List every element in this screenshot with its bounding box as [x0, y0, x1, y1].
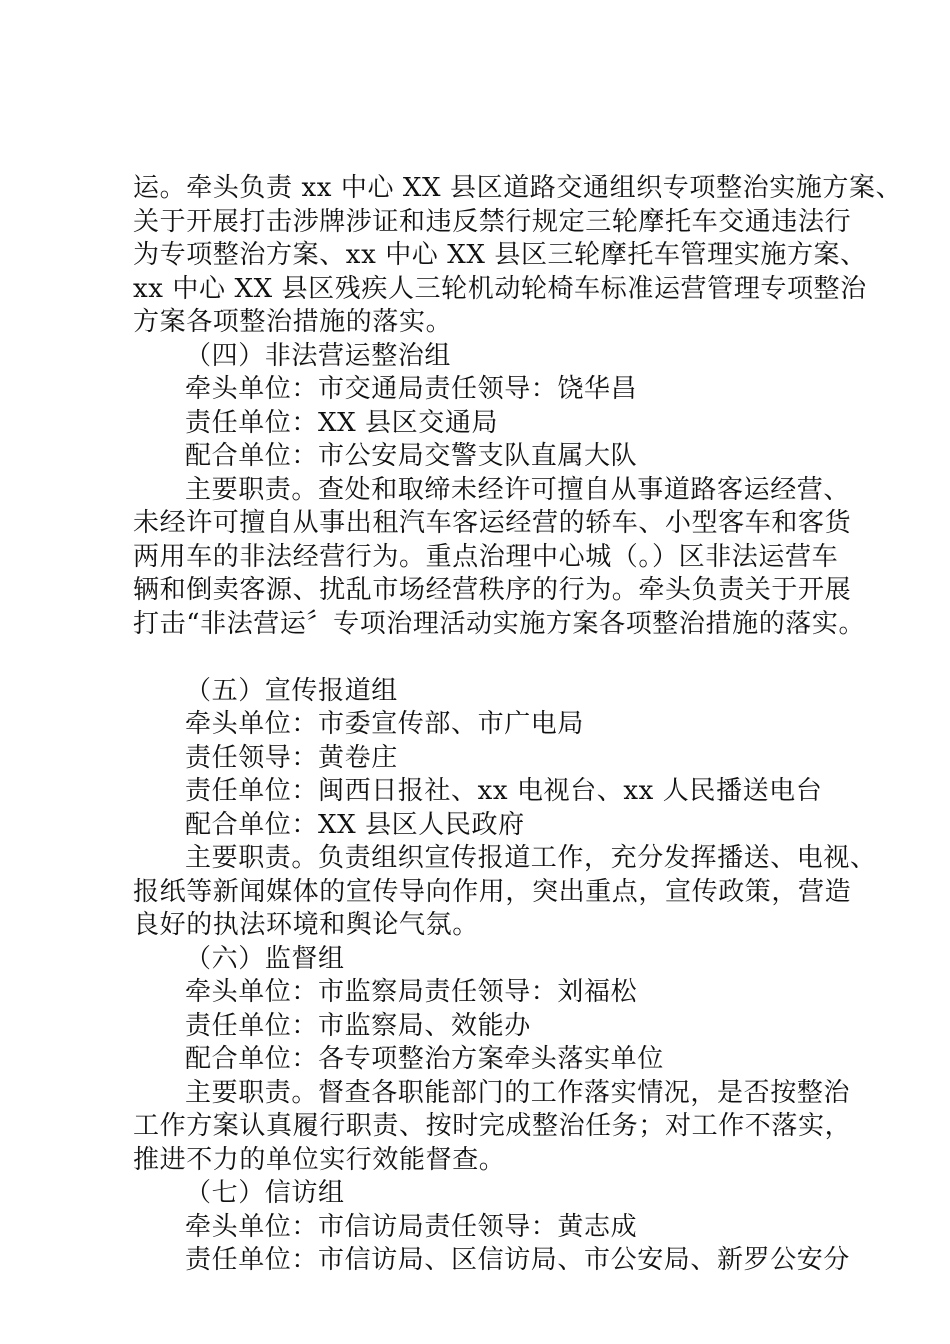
text-line: 配合单位：各专项整治方案牵头落实单位 [185, 1044, 664, 1074]
text-line: 打击“非法营运〞专项治理活动实施方案各项整治措施的落实。 [133, 608, 866, 639]
text-line: 关于开展打击涉牌涉证和违反禁行规定三轮摩托车交通违法行 [133, 206, 852, 237]
text-line: 牵头单位：市监察局责任领导：刘福松 [185, 977, 638, 1007]
text-line: 运。牵头负责 xx 中心 XX 县区道路交通组织专项整治实施方案、 [133, 173, 903, 203]
text-line: 方案各项整治措施的落实。 [133, 307, 453, 337]
text-line: （四）非法营运整治组 [185, 340, 452, 371]
text-line: 辆和倒卖客源、扰乱市场经营秩序的行为。牵头负责关于开展 [133, 575, 852, 605]
text-line: 牵头单位：市委宣传部、市广电局 [185, 709, 585, 739]
text-line: 责任单位：闽西日报社、xx 电视台、xx 人民播送电台 [185, 776, 823, 806]
text-line: 牵头单位：市信访局责任领导：黄志成 [185, 1211, 638, 1242]
text-line: 主要职责。查处和取缔未经许可擅自从事道路客运经营、 [185, 474, 851, 505]
text-line: 责任单位：市信访局、区信访局、市公安局、新罗公安分 [185, 1245, 851, 1275]
text-line: 良好的执法环境和舆论气氛。 [133, 910, 479, 940]
text-line: 报纸等新闻媒体的宣传导向作用，突出重点，宣传政策，营造 [133, 876, 852, 907]
text-line: 为专项整治方案、xx 中心 XX 县区三轮摩托车管理实施方案、 [133, 240, 867, 270]
document-body [133, 172, 903, 1278]
text-line: 工作方案认真履行职责、按时完成整治任务；对工作不落实， [133, 1111, 852, 1141]
blank-line [133, 641, 845, 675]
text-line: 配合单位：市公安局交警支队直属大队 [185, 441, 638, 471]
text-line: 主要职责。负责组织宣传报道工作，充分发挥播送、电视、 [185, 843, 877, 873]
text-line: 推进不力的单位实行效能督查。 [133, 1144, 506, 1175]
text-line: xx 中心 XX 县区残疾人三轮机动轮椅车标准运营管理专项整治 [133, 273, 867, 304]
text-line: 主要职责。督查各职能部门的工作落实情况，是否按整治 [185, 1077, 851, 1108]
text-line: 未经许可擅自从事出租汽车客运经营的轿车、小型客车和客货 [133, 508, 852, 538]
text-line: 配合单位：XX 县区人民政府 [185, 809, 525, 840]
text-line: （五）宣传报道组 [185, 675, 398, 706]
text-line: 两用车的非法经营行为。重点治理中心城（。）区非法运营车 [133, 541, 839, 572]
text-line: （六）监督组 [185, 943, 345, 974]
text-line: 责任领导：黄卷庄 [185, 742, 398, 773]
text-line: 责任单位：市监察局、效能办 [185, 1010, 531, 1041]
text-line: 责任单位：XX 县区交通局 [185, 407, 499, 438]
text-line: （七）信访组 [185, 1178, 345, 1208]
text-line: 牵头单位：市交通局责任领导：饶华昌 [185, 374, 638, 404]
